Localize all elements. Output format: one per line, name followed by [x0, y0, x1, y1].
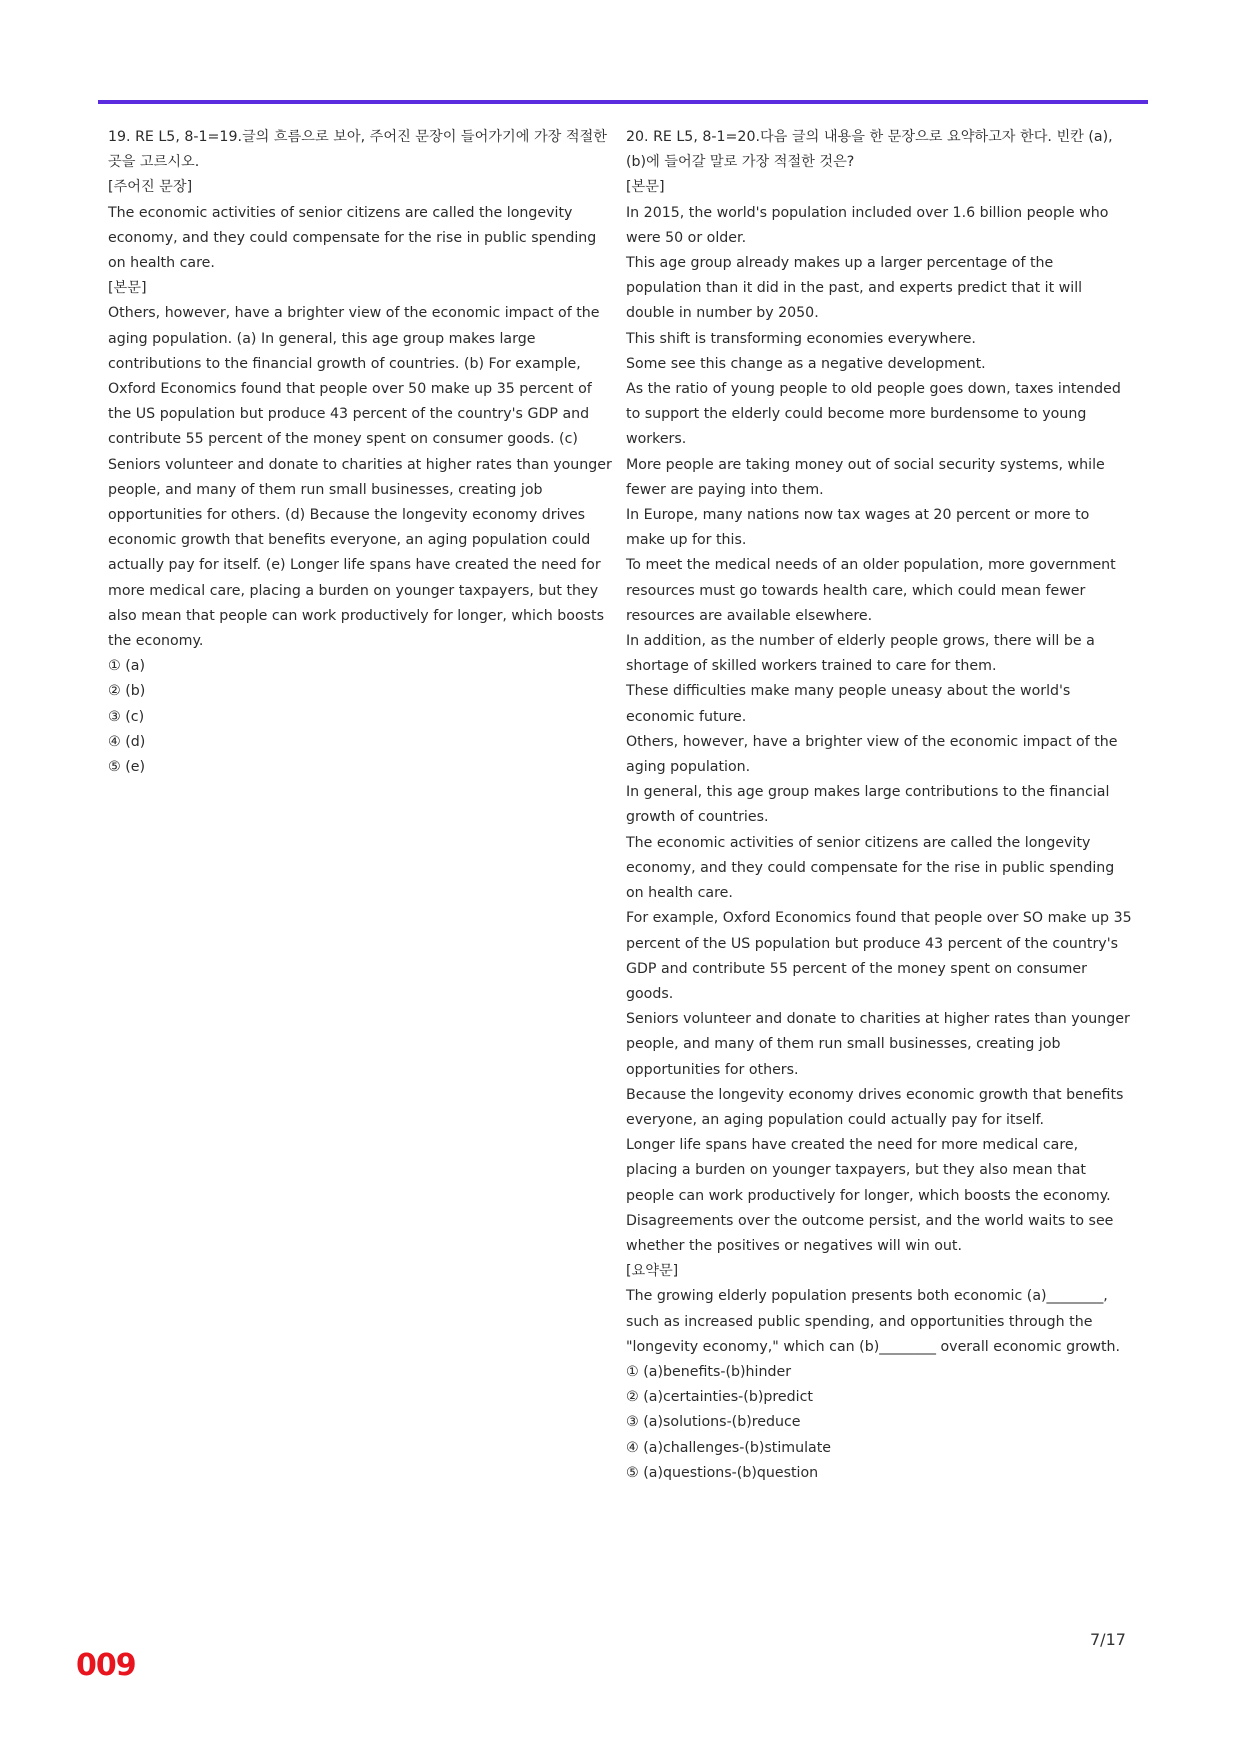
q20-option-5[interactable]: ⑤ (a)questions-(b)question	[626, 1464, 819, 1481]
q20-summary-label: [요약문]	[626, 1263, 679, 1280]
q19-passage: Others, however, have a brighter view of the economic impact of the aging population. (a) In general, this age group makes large contributions to the financial growth of countries. (b) For example, Oxford Economics found that people over 50 make up 35 percent of the US population but produce 43 percent of the country's GDP and contribute 55 percent of the money spent on consumer goods. (c) Seniors volunteer and donate to charities at higher rates than younger people, and many of them run small businesses, creating job opportunities for others. (d) Because the longevity economy drives economic growth that benefits everyone, an aging population could actually pay for itself. (e) Longer life spans have created the need for more medical care, placing a burden on younger taxpayers, but they also mean that people can work productively for longer, which boosts the economy.	[108, 305, 612, 650]
q20-passage-line: In general, this age group makes large contributions to the financial growth of countries.	[626, 784, 1110, 826]
q20-passage-line: As the ratio of young people to old people goes down, taxes intended to support the elderly could become more burdensome to young workers.	[626, 381, 1121, 448]
q19-given-sentence: The economic activities of senior citizens are called the longevity economy, and they could compensate for the rise in public spending on health care.	[108, 204, 597, 272]
page-number: 7/17	[1090, 1630, 1126, 1649]
q20-passage-line: Disagreements over the outcome persist, and the world waits to see whether the positives or negatives will win out.	[626, 1212, 1114, 1254]
q20-passage-line: These difficulties make many people uneasy about the world's economic future.	[626, 683, 1071, 725]
question-20	[626, 125, 1132, 1486]
q20-passage-line: In 2015, the world's population included over 1.6 billion people who were 50 or older.	[626, 204, 1109, 246]
q20-option-1[interactable]: ① (a)benefits-(b)hinder	[626, 1363, 792, 1380]
q20-passage-line: More people are taking money out of social security systems, while fewer are paying into them.	[626, 456, 1105, 498]
q19-option-1[interactable]: ① (a)	[108, 658, 145, 675]
q19-option-4[interactable]: ④ (d)	[108, 733, 146, 750]
question-19	[108, 125, 614, 780]
q20-passage-line: The economic activities of senior citizens are called the longevity economy, and they could compensate for the rise in public spending on health care.	[626, 834, 1115, 902]
q20-header: 20. RE L5, 8-1=20.다음 글의 내용을 한 문장으로 요약하고자 한다. 빈칸 (a), (b)에 들어갈 말로 가장 적절한 것은?	[626, 129, 1113, 171]
q20-passage-line: Because the longevity economy drives economic growth that benefits everyone, an aging population could actually pay for itself.	[626, 1086, 1124, 1128]
q20-option-3[interactable]: ③ (a)solutions-(b)reduce	[626, 1414, 801, 1431]
q19-given-label: [주어진 문장]	[108, 179, 193, 196]
q20-body-label: [본문]	[626, 179, 665, 196]
header-rule	[98, 100, 1148, 104]
q20-passage-line: Others, however, have a brighter view of the economic impact of the aging population.	[626, 733, 1118, 776]
q20-passage-line: In addition, as the number of elderly people grows, there will be a shortage of skilled workers trained to care for them.	[626, 633, 1095, 675]
q20-passage-line: To meet the medical needs of an older population, more government resources must go towards health care, which could mean fewer resources are available elsewhere.	[626, 557, 1116, 624]
q20-passage-line: This age group already makes up a larger percentage of the population than it did in the past, and experts predict that it will double in number by 2050.	[626, 255, 1083, 322]
q20-option-2[interactable]: ② (a)certainties-(b)predict	[626, 1389, 813, 1406]
q20-passage-line: Seniors volunteer and donate to charities at higher rates than younger people, and many of them run small businesses, creating job opportunities for others.	[626, 1011, 1130, 1078]
q20-passage-line: For example, Oxford Economics found that people over SO make up 35 percent of the US population but produce 43 percent of the country's GDP and contribute 55 percent of the money spent on consumer goods.	[626, 910, 1132, 1002]
q19-option-2[interactable]: ② (b)	[108, 683, 146, 700]
q19-option-3[interactable]: ③ (c)	[108, 708, 145, 725]
q19-header: 19. RE L5, 8-1=19.글의 흐름으로 보아, 주어진 문장이 들어가기에 가장 적절한 곳을 고르시오.	[108, 129, 607, 171]
q19-option-5[interactable]: ⑤ (e)	[108, 759, 146, 776]
publisher-logo: 009	[76, 1648, 136, 1683]
q20-summary: The growing elderly population presents both economic (a)________, such as increased public spending, and opportunities through the "longevity economy," which can (b)________ overall economic growth.	[626, 1288, 1121, 1355]
q20-passage-line: In Europe, many nations now tax wages at 20 percent or more to make up for this.	[626, 507, 1090, 549]
q20-option-4[interactable]: ④ (a)challenges-(b)stimulate	[626, 1439, 832, 1456]
q20-passage-line: This shift is transforming economies everywhere.	[626, 330, 976, 347]
q20-passage-line: Longer life spans have created the need for more medical care, placing a burden on younger taxpayers, but they also mean that people can work productively for longer, which boosts the economy.	[626, 1137, 1111, 1204]
q19-body-label: [본문]	[108, 280, 147, 297]
q20-passage-line: Some see this change as a negative development.	[626, 355, 986, 372]
